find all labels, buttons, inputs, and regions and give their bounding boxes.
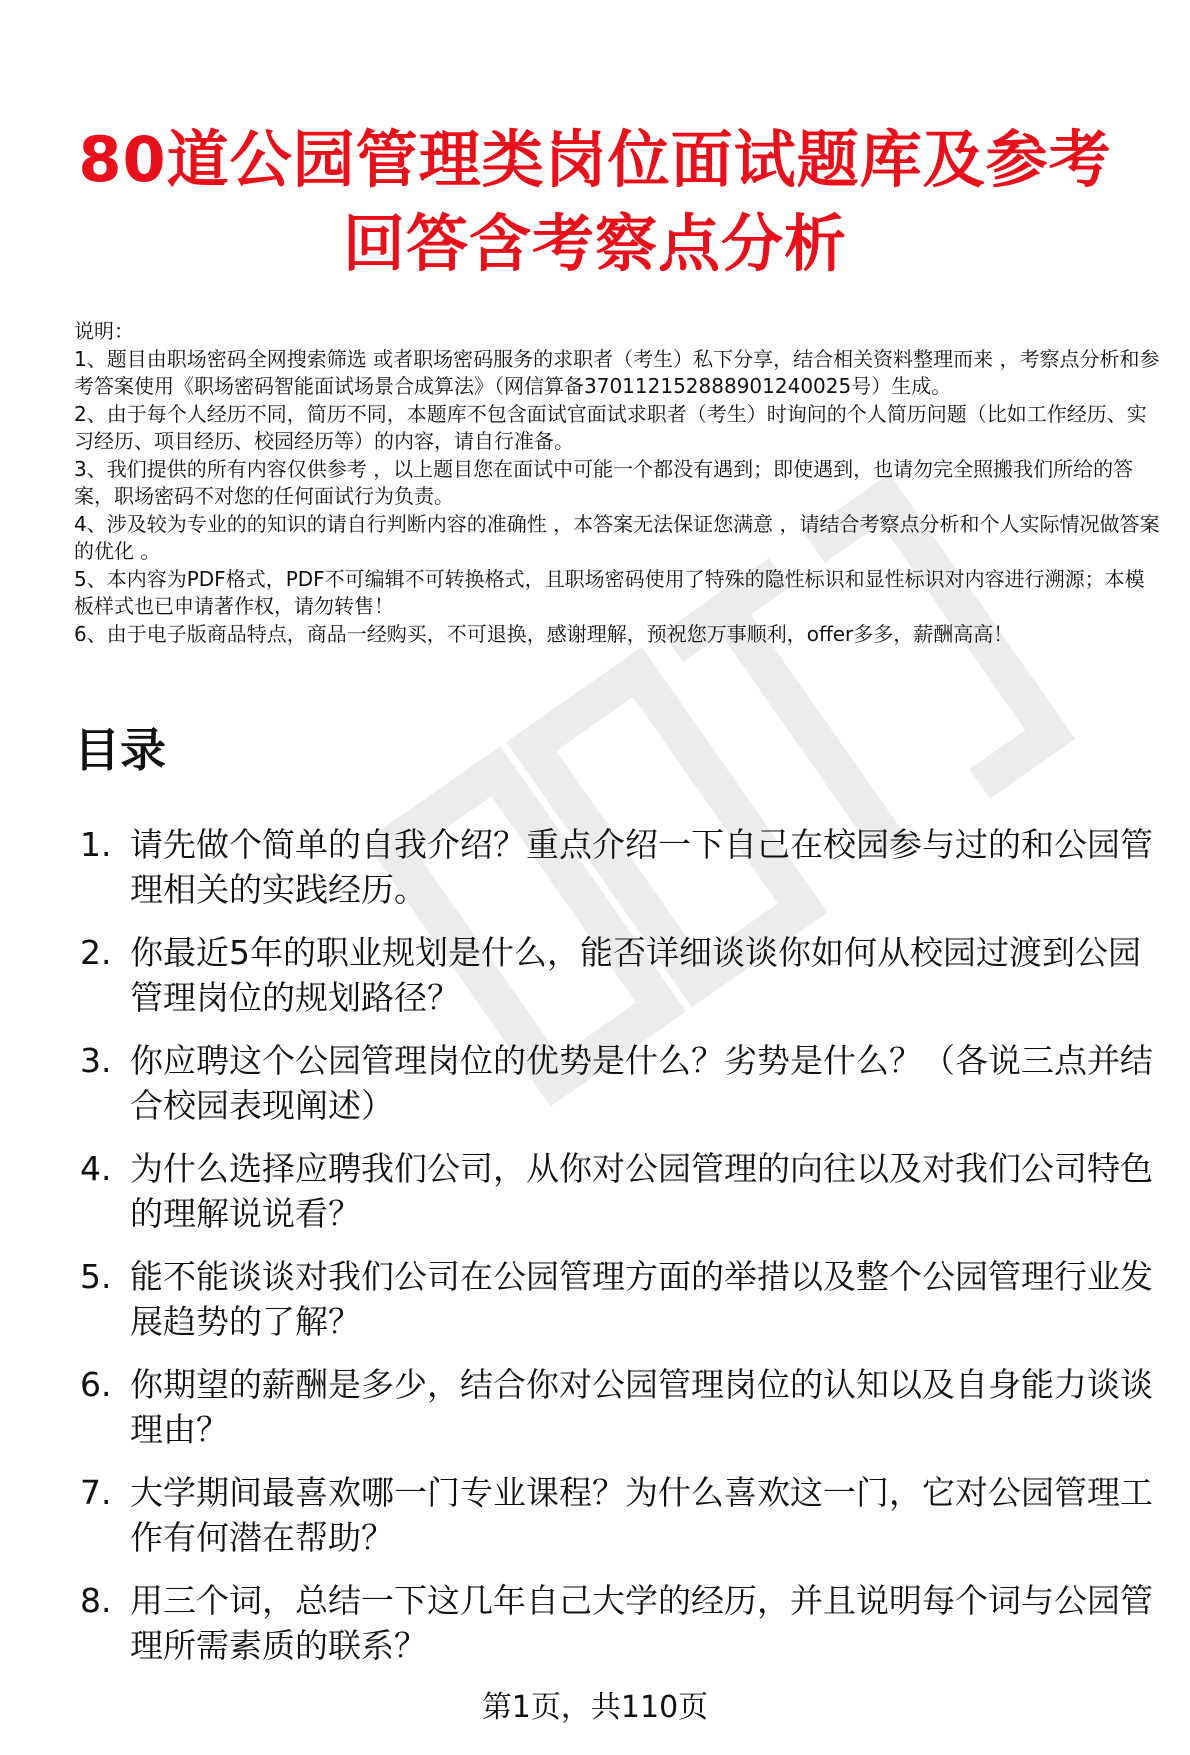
toc-item-number: 5. — [80, 1257, 112, 1296]
toc-item-text: 你期望的薪酬是多少，结合你对公园管理岗位的认知以及自身能力谈谈理由？ — [130, 1365, 1153, 1449]
instruction-item: 3、我们提供的所有内容仅供参考 ，以上题目您在面试中可能一个都没有遇到；即使遇到，也请勿完全照搬我们所给的答案，职场密码不对您的任何面试行为负责。 — [74, 456, 1134, 508]
instruction-item: 6、由于电子版商品特点，商品一经购买，不可退换，感谢理解，预祝您万事顺利，offer多多，薪酬高高！ — [74, 621, 1014, 646]
toc-item[interactable] — [74, 1254, 1169, 1362]
instruction-item: 2、由于每个人经历不同，简历不同，本题库不包含面试官面试求职者（考生）时询问的个人简历问题（比如工作经历、实习经历、项目经历、校园经历等）的内容，请自行准备。 — [74, 401, 1147, 453]
toc-item-text: 你应聘这个公园管理岗位的优势是什么？劣势是什么？（各说三点并结合校园表现阐述） — [130, 1041, 1153, 1125]
instructions-section — [74, 318, 1164, 648]
toc-item[interactable] — [74, 1038, 1169, 1146]
toc-item-text: 你最近5年的职业规划是什么，能否详细谈谈你如何从校园过渡到公园管理岗位的规划路径？ — [130, 933, 1141, 1017]
toc-item-text: 请先做个简单的自我介绍？重点介绍一下自己在校园参与过的和公园管理相关的实践经历。 — [130, 825, 1153, 909]
toc-item[interactable] — [74, 930, 1169, 1038]
toc-item-number: 7. — [80, 1473, 112, 1512]
toc-item[interactable] — [74, 1578, 1169, 1686]
instruction-item: 1、题目由职场密码全网搜索筛选 或者职场密码服务的求职者（考生）私下分享，结合相关资料整理而来 ，考察点分析和参考答案使用《职场密码智能面试场景合成算法》（网信算备370112152888901240025号）生成。 — [74, 346, 1160, 398]
toc-item-text: 大学期间最喜欢哪一门专业课程？为什么喜欢这一门，它对公园管理工作有何潜在帮助？ — [130, 1473, 1153, 1557]
toc-item[interactable] — [74, 1362, 1169, 1470]
toc-item-number: 1. — [80, 825, 112, 864]
instruction-item: 4、涉及较为专业的的知识的请自行判断内容的准确性 ，本答案无法保证您满意 ，请结合考察点分析和个人实际情况做答案的优化 。 — [74, 511, 1160, 563]
instructions-heading: 说明： — [74, 319, 134, 343]
page-title: 80道公园管理类岗位面试题库及参考回答含考察点分析 — [78, 123, 1112, 280]
toc-item-number: 8. — [80, 1581, 112, 1620]
toc-item[interactable] — [74, 1146, 1169, 1254]
toc-item[interactable] — [74, 822, 1169, 930]
toc-item-number: 2. — [80, 933, 112, 972]
toc-item[interactable] — [74, 1470, 1169, 1578]
toc-item-number: 3. — [80, 1041, 112, 1080]
toc-item-text: 能不能谈谈对我们公司在公园管理方面的举措以及整个公园管理行业发展趋势的了解？ — [130, 1257, 1153, 1341]
toc-heading: 目录 — [74, 723, 166, 777]
toc-item-number: 6. — [80, 1365, 112, 1404]
page-footer: 第1页，共110页 — [481, 1690, 709, 1725]
instruction-item: 5、本内容为PDF格式，PDF不可编辑不可转换格式，且职场密码使用了特殊的隐性标识和显性标识对内容进行溯源；本模板样式也已申请著作权，请勿转售！ — [74, 566, 1145, 618]
toc-item-number: 4. — [80, 1149, 112, 1188]
toc-item-text: 用三个词，总结一下这几年自己大学的经历，并且说明每个词与公园管理所需素质的联系？ — [130, 1581, 1153, 1665]
toc-list — [74, 822, 1169, 1686]
toc-item-text: 为什么选择应聘我们公司，从你对公园管理的向往以及对我们公司特色的理解说说看？ — [130, 1149, 1153, 1233]
